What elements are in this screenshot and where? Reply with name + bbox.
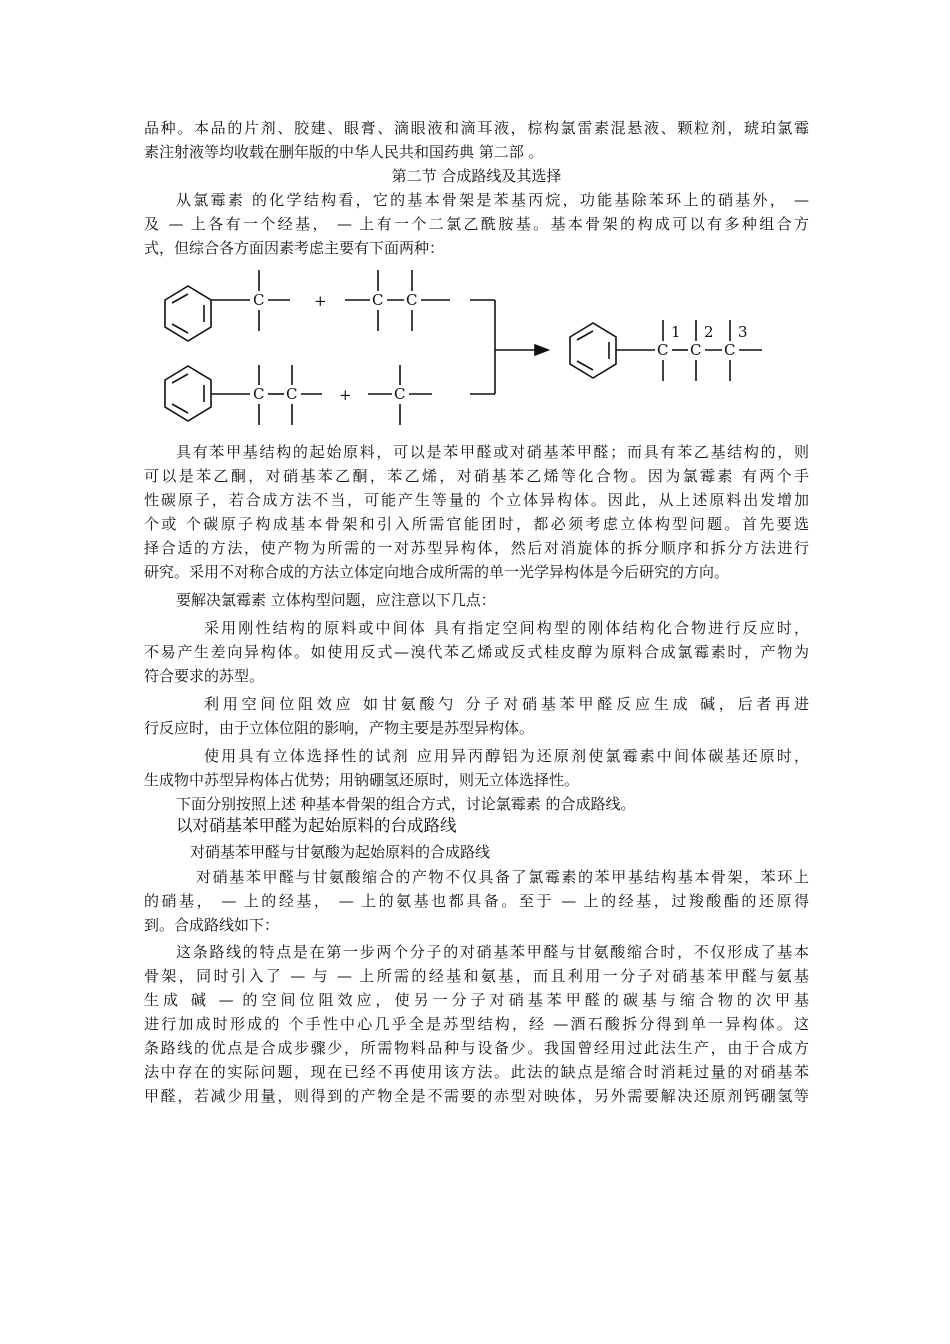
paragraph-line: 从氯霉素 的化学结构看，它的基本骨架是苯基丙烷，功能基除苯环上的硝基外， — bbox=[176, 191, 809, 209]
paragraph-line: 择合适的方法，使产物为所需的一对苏型异构体，然后对消旋体的拆分顺序和拆分方法进行 bbox=[144, 539, 809, 557]
paragraph-line: 到。合成路线如下： bbox=[144, 916, 280, 934]
carbon-atom: C bbox=[657, 341, 669, 359]
paragraph-line: 生成 碱 — 的空间位阻效应，使另一分子对硝基苯甲醛的碳基与缩合物的次甲基 bbox=[144, 991, 809, 1009]
paragraph-line: 具有苯甲基结构的起始原料，可以是苯甲醛或对硝基苯甲醛；而具有苯乙基结构的，则 bbox=[176, 443, 809, 461]
paragraph-line: 进行加成时形成的 个手性中心几乎全是苏型结构，经 —酒石酸拆分得到单一异构体。这 bbox=[144, 1015, 809, 1033]
carbon-atom: C bbox=[253, 385, 265, 403]
paragraph-line: 不易产生差向异构体。如使用反式—溴代苯乙烯或反式桂皮醇为原料合成氯霉素时，产物为 bbox=[144, 643, 809, 661]
paragraph-line: 研究。采用不对称合成的方法立体定向地合成所需的单一光学异构体是今后研究的方向。 bbox=[144, 563, 730, 581]
paragraph-line: 利用空间位阻效应 如甘氨酸勺 分子对硝基苯甲醛反应生成 碱，后者再进 bbox=[204, 695, 809, 713]
reaction-arrow bbox=[470, 300, 548, 394]
intro-line: 素注射液等均收载在删年版的中华人民共和国药典 第二部 。 bbox=[144, 143, 544, 161]
paragraph-line: 采用刚性结构的原料或中间体 具有指定空间构型的刚体结构化合物进行反应时， bbox=[204, 619, 809, 637]
plus-sign: + bbox=[314, 292, 327, 310]
carbon-number: 3 bbox=[738, 323, 748, 341]
paragraph-line: 生成物中苏型异构体占优势；用钠硼氢还原时，则无立体选择性。 bbox=[144, 771, 580, 789]
paragraph-line: 甲醛，若减少用量，则得到的产物全是不需要的赤型对映体，另外需要解决还原剂钙硼氢等 bbox=[144, 1087, 809, 1105]
paragraph-line: 可以是苯乙酮，对硝基苯乙酮，苯乙烯，对硝基苯乙烯等化合物。因为氯霉素 有两个手 bbox=[144, 467, 809, 485]
carbon-atom: C bbox=[253, 291, 265, 309]
carbon-atom: C bbox=[372, 291, 384, 309]
section-title: 第二节 合成路线及其选择 bbox=[391, 167, 562, 185]
benzene-ring bbox=[165, 366, 211, 421]
benzene-ring bbox=[165, 286, 211, 341]
subsection-title: 以对硝基苯甲醛为起始原料的台成路线 bbox=[176, 816, 457, 835]
carbon-atom: C bbox=[406, 291, 418, 309]
intro-line: 品种。本品的片剂、胶建、眼膏、滴眼液和滴耳液，棕构氯雷素混悬液、颗粒剂，琥珀氯霉 bbox=[144, 119, 809, 137]
carbon-atom: C bbox=[724, 341, 736, 359]
skeleton-diagram bbox=[150, 255, 790, 440]
carbon-atom: C bbox=[286, 385, 298, 403]
paragraph-line: 对硝基苯甲醛与甘氨酸缩合的产物不仅具备了氯霉素的苯甲基结构基本骨架，苯环上 bbox=[196, 868, 809, 886]
carbon-atom: C bbox=[394, 385, 406, 403]
plus-sign: + bbox=[339, 386, 352, 404]
paragraph-line: 下面分别按照上述 种基本骨架的组合方式，讨论氯霉素 的合成路线。 bbox=[176, 795, 636, 813]
paragraph-line: 骨架，同时引入了 — 与 — 上所需的经基和氨基，而且利用一分子对硝基苯甲醛与氨基 bbox=[144, 967, 809, 985]
paragraph-line: 使用具有立体选择性的试剂 应用异丙醇铝为还原剂使氯霉素中间体碳基还原时， bbox=[204, 747, 809, 765]
paragraph-line: 行反应时，由于立体位阻的影响，产物主要是苏型异构体。 bbox=[144, 719, 535, 737]
carbon-atom: C bbox=[690, 341, 702, 359]
paragraph-line: 条路线的优点是合成步骤少，所需物料品种与设备少。我国曾经用过此法生产，由于合成方 bbox=[144, 1039, 809, 1057]
paragraph-line: 要解决氯霉素 立体构型问题，应注意以下几点： bbox=[176, 591, 496, 609]
paragraph-line: 性碳原子，若合成方法不当，可能产生等量的 个立体异构体。因此，从上述原料出发增加 bbox=[144, 491, 809, 509]
carbon-number: 1 bbox=[671, 323, 681, 341]
benzene-ring bbox=[570, 323, 616, 378]
paragraph-line: 及 — 上各有一个经基， — 上有一个二氯乙酰胺基。基本骨架的构成可以有多种组合方 bbox=[144, 215, 809, 233]
paragraph-line: 个或 个碳原子构成基本骨架和引入所需官能团时，都必须考虑立体构型问题。首先要选 bbox=[144, 515, 809, 533]
carbon-number: 2 bbox=[704, 323, 714, 341]
paragraph-line: 式，但综合各方面因素考虑主要有下面两种： bbox=[144, 239, 445, 257]
paragraph-line: 法中存在的实际问题，现在已经不再使用该方法。此法的缺点是缩合时消耗过量的对硝基苯 bbox=[144, 1063, 809, 1081]
paragraph-line: 的硝基， — 上的经基， — 上的氨基也都具备。至于 — 上的经基，过羧酸酯的还原得 bbox=[144, 892, 809, 910]
subsubsection-title: 对硝基苯甲醛与甘氨酸为起始原料的合成路线 bbox=[190, 843, 491, 861]
paragraph-line: 符合要求的苏型。 bbox=[144, 667, 265, 685]
paragraph-line: 这条路线的特点是在第一步两个分子的对硝基苯甲醛与甘氨酸缩合时，不仅形成了基本 bbox=[176, 943, 809, 961]
